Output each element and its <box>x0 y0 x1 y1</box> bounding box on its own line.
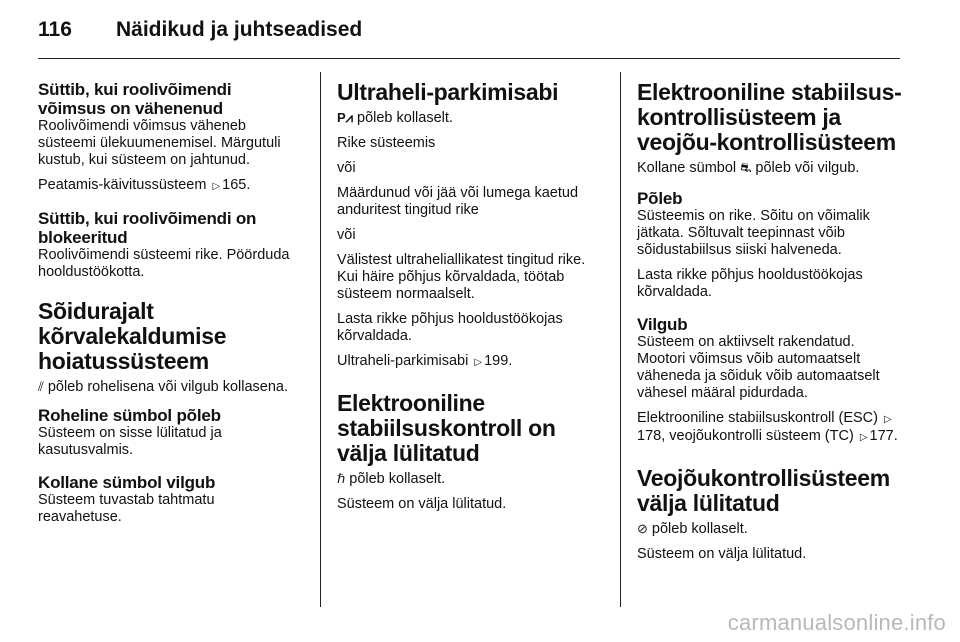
paragraph: Süsteem on sisse lülitatud ja kasutusvalmis. <box>38 425 222 458</box>
paragraph: ⫽ põleb rohelisena või vilgub kollasena. <box>38 379 289 395</box>
esc-off-icon: ℏ <box>337 471 346 486</box>
paragraph: Süsteem on aktiivselt rakendatud. Mootori võimsus võib automaatselt väheneda ja sõiduk võib automaatselt vähesel määral pidurdada. <box>637 334 880 401</box>
section-title: Kollane sümbol vilgub <box>38 473 216 492</box>
header-rule <box>38 58 900 59</box>
section-title: Roheline sümbol põleb <box>38 406 221 425</box>
lane-departure-icon: ⫽ <box>38 379 44 394</box>
page-number: 116 <box>38 18 72 41</box>
paragraph: või <box>337 160 356 176</box>
heading-parking-assist: Ultraheli-parkimisabi <box>337 79 559 105</box>
paragraph-ref <box>38 177 300 195</box>
paragraph: P⩘ põleb kollaselt. <box>337 110 453 126</box>
heading-tc-off: Veojõukontrollisüsteem välja lülitatud <box>637 465 890 516</box>
parking-assist-icon: P⩘ <box>337 110 354 125</box>
page-header <box>38 18 362 48</box>
section-lit <box>637 189 905 301</box>
paragraph: Lasta rikke põhjus hooldustöökojas kõrvaldada. <box>337 311 563 344</box>
paragraph: Määrdunud või jää või lumega kaetud anduritest tingitud rike <box>337 185 579 218</box>
section-yellow-symbol <box>38 473 300 526</box>
chapter-title: Näidikud ja juhtseadised <box>116 18 363 41</box>
page-reference-icon: ▷ <box>212 181 221 192</box>
section-title: Põleb <box>637 189 683 208</box>
section-esc-tc <box>637 80 905 177</box>
section-tc-off <box>637 466 905 563</box>
heading-esc-off: Elektrooniline stabiilsuskontroll on välja lülitatud <box>337 390 556 466</box>
watermark: carmanualsonline.info <box>727 610 946 635</box>
section-esc-off <box>337 391 603 513</box>
heading-esc-tc: Elektrooniline stabiilsus-kontrollisüsteem ja veojõu-kontrollisüsteem <box>637 79 902 155</box>
column-divider-1 <box>320 72 321 607</box>
paragraph: Süsteem on välja lülitatud. <box>637 546 807 562</box>
paragraph: ℏ põleb kollaselt. <box>337 471 446 487</box>
section-title: Vilgub <box>637 315 688 334</box>
page-reference-icon: ▷ <box>884 414 892 425</box>
paragraph: Lasta rikke põhjus hooldustöökojas kõrvaldada. <box>637 267 863 300</box>
paragraph: Välistest ultraheliallikatest tingitud rike. Kui häire põhjus kõrvaldada, töötab süsteem normaalselt. <box>337 252 586 302</box>
column-2 <box>337 80 603 521</box>
section-lane-departure <box>38 299 300 396</box>
column-3 <box>637 80 905 571</box>
heading-lane-departure: Sõidurajalt kõrvalekaldumise hoiatussüsteem <box>38 298 227 374</box>
page-reference-icon: ▷ <box>474 357 483 368</box>
paragraph: Roolivõimendi süsteemi rike. Pöörduda hooldustöökotta. <box>38 247 290 280</box>
section-power-steering-blocked <box>38 209 300 281</box>
paragraph: Süsteemis on rike. Sõitu on võimalik jätkata. Sõltuvalt teepinnast võib sõidustabiilsus siiski halveneda. <box>637 208 870 258</box>
column-divider-2 <box>620 72 621 607</box>
paragraph: Rike süsteemis <box>337 135 436 151</box>
tc-off-icon: ⊘ <box>637 521 648 536</box>
esc-icon: ⛐ <box>740 160 752 175</box>
paragraph-ref: Ultraheli-parkimisabi ▷ 199. <box>337 353 513 369</box>
section-parking-assist <box>337 80 603 371</box>
section-power-steering-reduced <box>38 80 300 195</box>
section-green-symbol <box>38 406 300 459</box>
ref-page: 165. <box>222 177 251 193</box>
paragraph-ref: Elektrooniline stabiilsuskontroll (ESC) ▷178, veojõukontrolli süsteem (TC) ▷ 177. <box>637 410 898 444</box>
paragraph: Süsteem on välja lülitatud. <box>337 496 507 512</box>
page-reference-icon: ▷ <box>859 432 868 443</box>
section-flashing <box>637 315 905 446</box>
ref-text: Peatamis-käivitussüsteem <box>38 177 207 193</box>
section-title: Süttib, kui roolivõimendi on blokeeritud <box>38 209 257 247</box>
paragraph: Roolivõimendi võimsus väheneb süsteemi ülekuumenemisel. Märgutuli kustub, kui süsteem on jahtunud. <box>38 118 281 168</box>
section-title: Süttib, kui roolivõimendi võimsus on vähenenud <box>38 80 232 118</box>
paragraph: ⊘ põleb kollaselt. <box>637 521 748 537</box>
paragraph: Süsteem tuvastab tahtmatu reavahetuse. <box>38 492 215 525</box>
column-1 <box>38 80 300 540</box>
paragraph: Kollane sümbol ⛐ põleb või vilgub. <box>637 160 860 176</box>
paragraph: või <box>337 227 356 243</box>
